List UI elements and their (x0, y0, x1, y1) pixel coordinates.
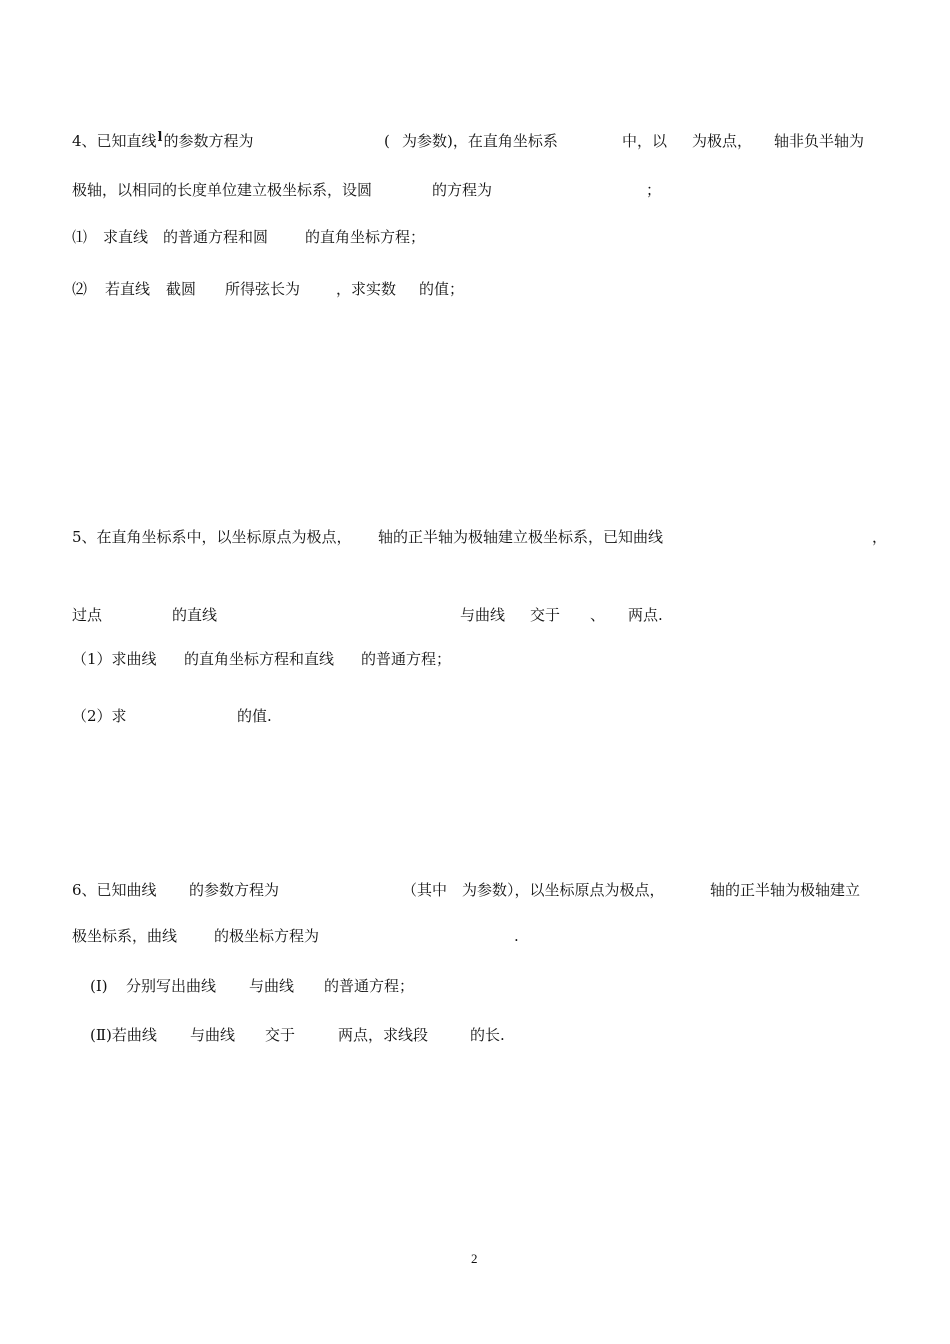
q4-text: 的参数方程为 (163, 132, 254, 150)
line-symbol: l (157, 130, 163, 145)
q4-text: 求直线 (103, 228, 149, 246)
q4-text: 所得弦长为 (225, 280, 301, 298)
q4-text: 若直线 (105, 280, 151, 298)
q5-text: 过点 (72, 606, 103, 624)
q6-text: 交于 (265, 1026, 296, 1044)
q5-text: 的直线 (172, 606, 218, 624)
q4-text: 轴非负半轴为 (774, 132, 865, 150)
q4-text: 的普通方程和圆 (163, 228, 269, 246)
q4-text: ； (646, 181, 662, 199)
q6-text: 两点，求线段 (338, 1026, 429, 1044)
q6-text: 极坐标系，曲线 (72, 927, 178, 945)
q5-text: ， (872, 528, 888, 546)
q4-text: 为参数)，在直角坐标系 (402, 132, 558, 150)
q4-text: 截圆 (166, 280, 197, 298)
q6-text: 的长. (470, 1026, 505, 1044)
q6-text: （其中 (402, 881, 448, 899)
q5-part-1: （1）求曲线 (72, 650, 157, 668)
q4-text: 的直角坐标方程； (305, 228, 426, 246)
q6-text: 6、已知曲线 (72, 881, 157, 899)
q6-text: 的极坐标方程为 (214, 927, 320, 945)
q6-text: 分别写出曲线 (126, 977, 217, 995)
q4-text: 4、已知直线 (72, 132, 157, 150)
q5-text: 交于 (530, 606, 561, 624)
q4-line-1 (72, 131, 254, 151)
q6-text: 为参数），以坐标原点为极点， (462, 881, 665, 899)
q4-text: 为极点， (692, 132, 753, 150)
q4-text: 中，以 (622, 132, 668, 150)
q5-text: 的值. (237, 707, 272, 725)
q5-text: 两点. (628, 606, 663, 624)
q6-part-2: (Ⅱ)若曲线 (90, 1026, 157, 1044)
q5-text: 的普通方程； (361, 650, 452, 668)
q4-text: 的值； (419, 280, 465, 298)
q5-text: 5、在直角坐标系中，以坐标原点为极点， (72, 528, 352, 546)
q6-text: 与曲线 (249, 977, 295, 995)
page-number: 2 (471, 1251, 478, 1266)
q4-text: 极轴，以相同的长度单位建立极坐标系，设圆 (72, 181, 373, 199)
q6-text: 与曲线 (190, 1026, 236, 1044)
q4-part-1-label: ⑴ (72, 228, 88, 246)
q4-text: ( (384, 132, 390, 150)
q6-text: 的参数方程为 (189, 881, 280, 899)
q5-text: 的直角坐标方程和直线 (184, 650, 335, 668)
q6-text: 轴的正半轴为极轴建立 (710, 881, 861, 899)
q6-part-1-label: (Ⅰ) (90, 977, 108, 995)
q4-part-2-label: ⑵ (72, 280, 88, 298)
q4-text: 的方程为 (432, 181, 493, 199)
q5-part-2: （2）求 (72, 707, 127, 725)
q5-text: 与曲线 (460, 606, 506, 624)
q4-text: ，求实数 (336, 280, 397, 298)
q6-text: 的普通方程； (324, 977, 415, 995)
q5-text: 、 (590, 606, 606, 624)
q6-text: . (514, 927, 519, 945)
q5-text: 轴的正半轴为极轴建立极坐标系，已知曲线 (378, 528, 664, 546)
